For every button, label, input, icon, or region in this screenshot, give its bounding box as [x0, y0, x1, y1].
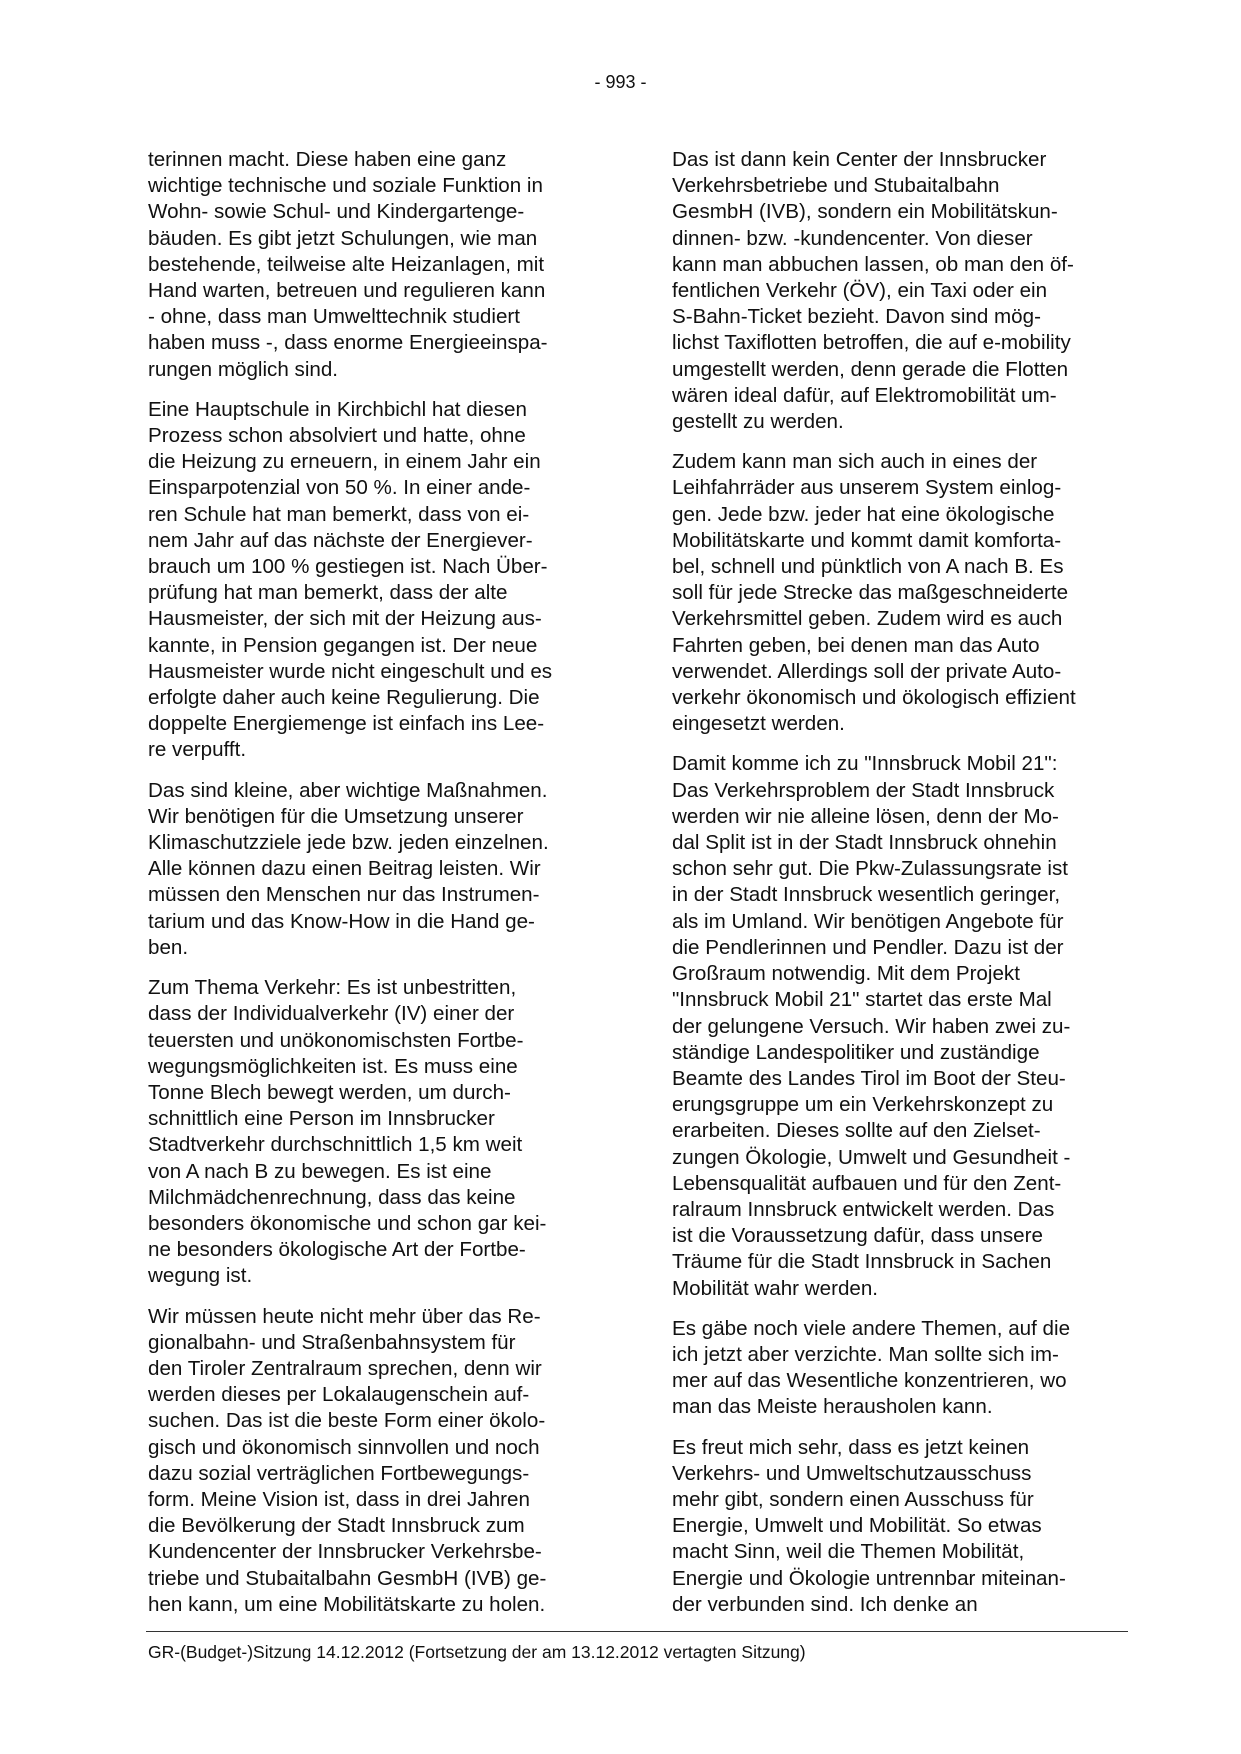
paragraph: Zudem kann man sich auch in eines der Leihfahrräder aus unserem System einlog- gen. Jede bzw. jeder hat eine ökologische Mobilitätskarte und kommt damit komforta- bel, schnell und pünktlich von A nach B. Es soll für jede Strecke das maßgeschneiderte Verkehrsmittel geben. Zudem wird es auch Fahrten geben, bei denen man das Auto verwendet. Allerdings soll der private Auto- verkehr ökonomisch und ökologisch effizient eingesetzt werden.: [672, 450, 1076, 736]
paragraph: terinnen macht. Diese haben eine ganz wichtige technische und soziale Funktion in Wohn- sowie Schul- und Kindergartenge- bäuden. Es gibt jetzt Schulungen, wie man bestehende, teilweise alte Heizanlagen, mit Hand warten, betreuen und regulieren kann - ohne, dass man Umwelttechnik studiert haben muss -, dass enorme Energieeinspa- rungen möglich sind.: [148, 148, 548, 381]
page-number: - 993 -: [594, 72, 647, 92]
paragraph: Zum Thema Verkehr: Es ist unbestritten, dass der Individualverkehr (IV) einer der teuersten und unökonomischsten Fortbe- wegungsmöglichkeiten ist. Es muss eine Tonne Blech bewegt werden, um durch- schnittlich eine Person im Innsbrucker Stadtverkehr durchschnittlich 1,5 km weit von A nach B zu bewegen. Es ist eine Milchmädchenrechnung, dass das keine besonders ökonomische und schon gar kei- ne besonders ökologische Art der Fortbe- wegung ist.: [148, 976, 547, 1288]
right-column: [672, 147, 1132, 1632]
paragraph: Es freut mich sehr, dass es jetzt keinen Verkehrs- und Umweltschutzausschuss mehr gibt, sondern einen Ausschuss für Energie, Umwelt und Mobilität. So etwas macht Sinn, weil die Themen Mobilität, Energie und Ökologie untrennbar miteinan- der verbunden sind. Ich denke an: [672, 1435, 1066, 1616]
paragraph: Wir müssen heute nicht mehr über das Re- gionalbahn- und Straßenbahnsystem für den Tiroler Zentralraum sprechen, denn wir werden dieses per Lokalaugenschein auf- suchen. Das ist die beste Form einer ökolo- gisch und ökonomisch sinnvollen und noch dazu sozial verträglichen Fortbewegungs- form. Meine Vision ist, dass in drei Jahren die Bevölkerung der Stadt Innsbruck zum Kundencenter der Innsbrucker Verkehrsbe- triebe und Stubaitalbahn GesmbH (IVB) ge- hen kann, um eine Mobilitätskarte zu holen.: [148, 1304, 547, 1616]
paragraph: Damit komme ich zu "Innsbruck Mobil 21": Das Verkehrsproblem der Stadt Innsbruck werden wir nie alleine lösen, denn der Mo- dal Split ist in der Stadt Innsbruck ohnehin schon sehr gut. Die Pkw-Zulassungsrate ist in der Stadt Innsbruck wesentlich geringer, als im Umland. Wir benötigen Angebote für die Pendlerinnen und Pendler. Dazu ist der Großraum notwendig. Mit dem Projekt "Innsbruck Mobil 21" startet das erste Mal der gelungene Versuch. Wir haben zwei zu- ständige Landespolitiker und zuständige Beamte des Landes Tirol im Boot der Steu- erungsgruppe um ein Verkehrskonzept zu erarbeiten. Dieses sollte auf den Zielset- zungen Ökologie, Umwelt und Gesundheit - Lebensqualität aufbauen und für den Zent- ralraum Innsbruck entwickelt werden. Das ist die Voraussetzung dafür, dass unsere Träume für die Stadt Innsbruck in Sachen Mobilität wahr werden.: [672, 752, 1071, 1300]
footer-divider: [146, 1631, 1128, 1632]
paragraph: Es gäbe noch viele andere Themen, auf die ich jetzt aber verzichte. Man sollte sich im- mer auf das Wesentliche konzentrieren, wo man das Meiste herausholen kann.: [672, 1316, 1071, 1419]
paragraph: Das sind kleine, aber wichtige Maßnahmen. Wir benötigen für die Umsetzung unserer Klimaschutzziele jede bzw. jeden einzelnen. Alle können dazu einen Beitrag leisten. Wir müssen den Menschen nur das Instrumen- tarium und das Know-How in die Hand ge- ben.: [148, 778, 549, 959]
paragraph: Das ist dann kein Center der Innsbrucker Verkehrsbetriebe und Stubaitalbahn GesmbH (IVB), sondern ein Mobilitätskun- dinnen- bzw. -kundencenter. Von dieser kann man abbuchen lassen, ob man den öf- fentlichen Verkehr (ÖV), ein Taxi oder ein S-Bahn-Ticket bezieht. Davon sind mög- lichst Taxiflotten betroffen, die auf e-mobility umgestellt werden, denn gerade die Flotten wären ideal dafür, auf Elektromobilität um- gestellt zu werden.: [672, 148, 1074, 434]
footer-text: GR-(Budget-)Sitzung 14.12.2012 (Fortsetzung der am 13.12.2012 vertagten Sitzung): [148, 1642, 806, 1662]
paragraph: Eine Hauptschule in Kirchbichl hat diesen Prozess schon absolviert und hatte, ohne die Heizung zu erneuern, in einem Jahr ein Einsparpotenzial von 50 %. In einer ande- ren Schule hat man bemerkt, dass von ei- nem Jahr auf das nächste der Energiever- brauch um 100 % gestiegen ist. Nach Über- prüfung hat man bemerkt, dass der alte Hausmeister, der sich mit der Heizung aus- kannte, in Pension gegangen ist. Der neue Hausmeister wurde nicht eingeschult und es erfolgte daher auch keine Regulierung. Die doppelte Energiemenge ist einfach ins Lee- re verpufft.: [148, 397, 553, 762]
left-column: [148, 147, 608, 1632]
